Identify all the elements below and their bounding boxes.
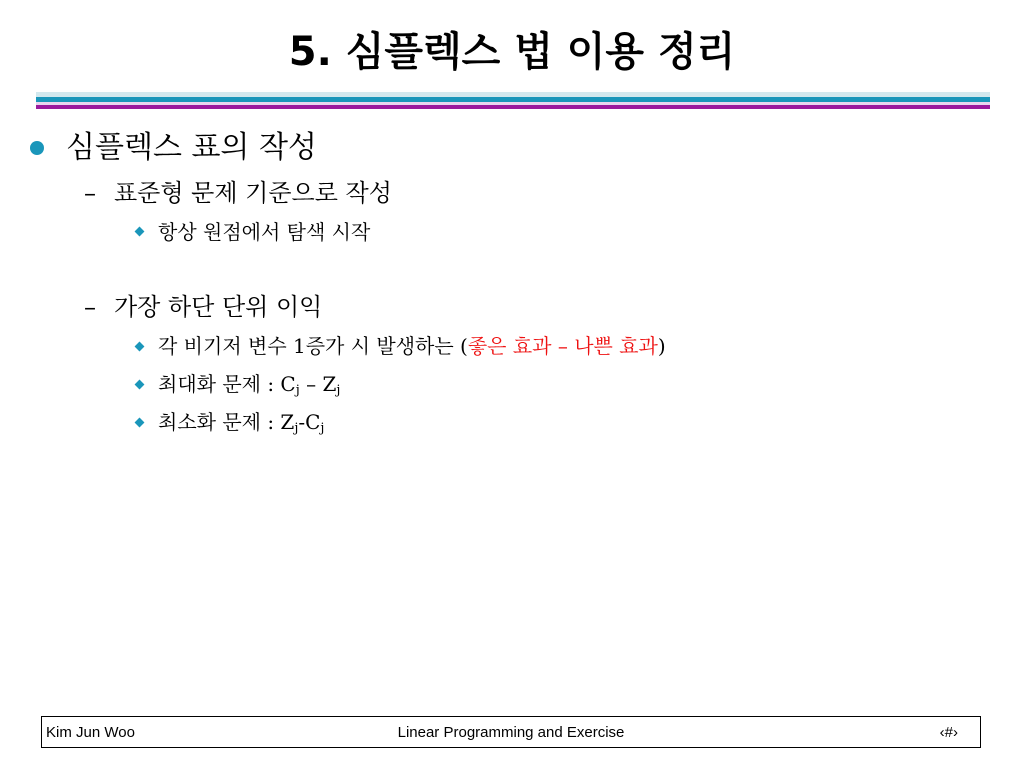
footer-course-title: Linear Programming and Exercise	[397, 724, 625, 741]
slide-footer	[41, 716, 981, 748]
level3-bullet-maximization	[158, 370, 340, 398]
effect-red-text: 좋은 효과 – 나쁜 효과	[467, 334, 658, 358]
max-prefix: 최대화 문제 : C	[158, 372, 296, 396]
diamond-bullet-icon	[135, 418, 145, 428]
dash-bullet-icon: –	[84, 179, 96, 207]
level1-bullet-text: 심플렉스 표의 작성	[66, 130, 317, 165]
diamond-bullet-icon	[135, 342, 145, 352]
min-sub-a: j	[294, 421, 299, 436]
max-sub-a: j	[295, 383, 300, 398]
diamond-bullet-icon	[135, 380, 145, 390]
max-sub-b: j	[336, 383, 341, 398]
effect-suffix: )	[657, 334, 666, 358]
diamond-bullet-icon	[135, 227, 145, 237]
min-mid: -C	[298, 410, 321, 434]
bullet-dot-icon	[30, 141, 44, 155]
max-mid: – Z	[299, 372, 337, 396]
min-prefix: 최소화 문제 : Z	[158, 410, 295, 434]
level3-bullet-minimization	[158, 408, 324, 436]
level2-bullet-unit-profit: 가장 하단 단위 이익	[114, 293, 323, 321]
footer-author: Kim Jun Woo	[46, 724, 135, 741]
effect-prefix: 각 비기저 변수 1증가 시 발생하는 (	[158, 334, 468, 358]
min-sub-b: j	[320, 421, 325, 436]
footer-slide-number: ‹#›	[939, 724, 958, 741]
dash-bullet-icon: –	[84, 293, 96, 321]
level3-bullet-origin-start: 항상 원점에서 탐색 시작	[158, 220, 371, 244]
level3-bullet-effect	[158, 332, 666, 360]
level2-bullet-standard-form: 표준형 문제 기준으로 작성	[114, 179, 392, 207]
slide-title: 5. 심플렉스 법 이용 정리	[288, 29, 736, 75]
